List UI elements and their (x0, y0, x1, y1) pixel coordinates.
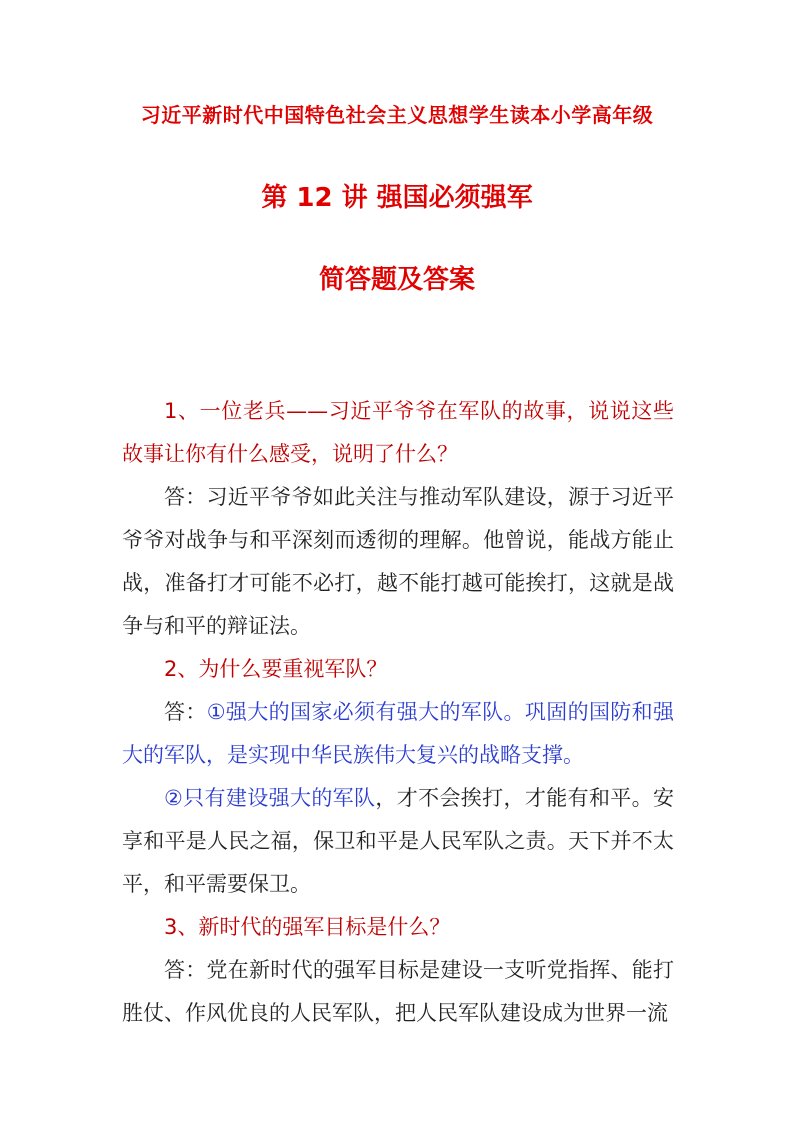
question-3: 3、新时代的强军目标是什么？ (164, 915, 451, 939)
answer-2-paragraph-2 (122, 777, 674, 906)
answer-2-point-2-highlight: ②只有建设强大的军队 (164, 786, 376, 810)
question-1: 1、一位老兵——习近平爷爷在军队的故事，说说这些故事让你有什么感受，说明了什么？ (122, 399, 674, 466)
answer-2-point-2-text: ，才不会挨打，才能有和平。安享和平是人民之福，保卫和平是人民军队之责。天下并不太平，和平需要保卫。 (122, 786, 675, 896)
document-subtitle: 习近平新时代中国特色社会主义思想学生读本小学高年级 (140, 103, 654, 127)
section-title: 简答题及答案 (318, 265, 475, 295)
document-title: 第 12 讲 强国必须强军 (261, 183, 533, 213)
answer-3: 答：党在新时代的强军目标是建设一支听党指挥、能打胜仗、作风优良的人民军队，把人民军队建设成为世界一流 (122, 958, 674, 1025)
document-body (122, 390, 674, 1035)
question-2: 2、为什么要重视军队？ (164, 657, 388, 681)
answer-1: 答：习近平爷爷如此关注与推动军队建设，源于习近平爷爷对战争与和平深刻而透彻的理解。他曾说，能战方能止战，准备打才可能不必打，越不能打越可能挨打，这就是战争与和平的辩证法。 (122, 485, 674, 638)
answer-2-paragraph-1 (122, 691, 674, 777)
answer-2-point-1: ①强大的国家必须有强大的军队。巩固的国防和强大的军队，是实现中华民族伟大复兴的战略支撑。 (122, 700, 675, 767)
answer-prefix: 答： (164, 700, 207, 724)
